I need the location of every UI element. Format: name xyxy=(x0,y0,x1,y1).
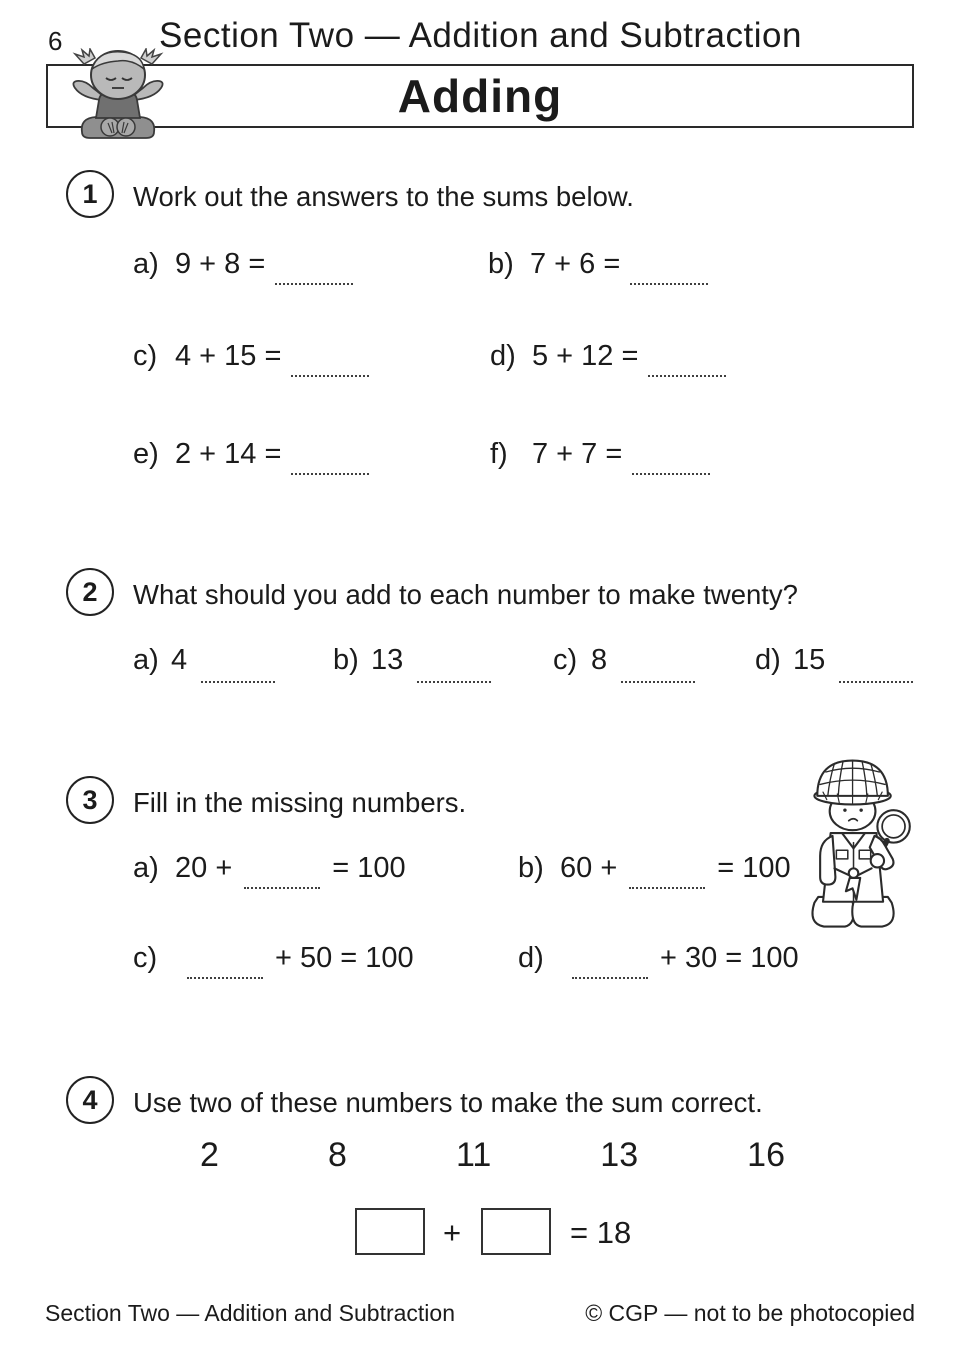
question-1-number: 1 xyxy=(82,178,98,209)
answer-blank[interactable] xyxy=(629,883,705,889)
sum-item-c xyxy=(133,340,369,373)
expression-before: 20 + xyxy=(175,852,233,884)
answer-blank[interactable] xyxy=(244,883,320,889)
expression-after: = 100 xyxy=(717,852,791,884)
number-options-row xyxy=(200,1136,785,1175)
question-4-number: 4 xyxy=(82,1084,98,1115)
page-number: 6 xyxy=(48,26,63,56)
answer-blank[interactable] xyxy=(632,469,710,475)
item-label: e) xyxy=(133,438,159,470)
item-label: b) xyxy=(333,644,359,676)
sum-expression: 7 + 7 = xyxy=(532,438,623,470)
question-1-prompt: Work out the answers to the sums below. xyxy=(133,181,634,212)
number-option: 8 xyxy=(327,1136,347,1174)
item-label: c) xyxy=(553,644,578,676)
item-label: d) xyxy=(518,942,544,974)
item-label: d) xyxy=(755,644,781,676)
sum-expression: 9 + 8 = xyxy=(175,248,266,280)
sum-item-d xyxy=(490,340,726,373)
question-4-badge xyxy=(66,1076,114,1124)
make20-item-b xyxy=(333,644,491,677)
topic-title: Adding xyxy=(397,70,563,122)
sum-item-f xyxy=(490,438,710,471)
question-3-number: 3 xyxy=(82,784,98,815)
number-option: 2 xyxy=(200,1136,219,1174)
answer-blank[interactable] xyxy=(630,279,708,285)
item-label: c) xyxy=(133,942,158,974)
expression-after: + 30 = 100 xyxy=(660,942,799,974)
question-1-badge xyxy=(66,170,114,218)
answer-blank[interactable] xyxy=(572,973,648,979)
answer-blank[interactable] xyxy=(291,469,369,475)
answer-blank[interactable] xyxy=(621,677,695,683)
question-3-badge xyxy=(66,776,114,824)
make20-item-d xyxy=(755,644,913,677)
footer-section-title: Section Two — Addition and Subtraction xyxy=(45,1300,456,1326)
answer-box-second[interactable] xyxy=(481,1208,551,1255)
given-number: 13 xyxy=(371,644,404,676)
sum-item-e xyxy=(133,438,369,471)
section-header-title: Section Two — Addition and Subtraction xyxy=(159,16,802,55)
sum-item-b xyxy=(488,248,708,281)
answer-blank[interactable] xyxy=(839,677,913,683)
number-option: 13 xyxy=(600,1136,639,1174)
answer-box-first[interactable] xyxy=(355,1208,425,1255)
fill-item-a xyxy=(133,852,406,885)
item-label: b) xyxy=(518,852,544,884)
fill-item-d xyxy=(518,942,799,975)
footer-copyright: © CGP — not to be photocopied xyxy=(585,1300,915,1326)
answer-blank[interactable] xyxy=(187,973,263,979)
item-label: a) xyxy=(133,644,159,676)
item-label: d) xyxy=(490,340,516,372)
question-2-badge xyxy=(66,568,114,616)
item-label: a) xyxy=(133,248,159,280)
number-option: 11 xyxy=(455,1136,492,1174)
plus-operator: + xyxy=(443,1215,462,1250)
expression-after: + 50 = 100 xyxy=(275,942,414,974)
answer-blank[interactable] xyxy=(417,677,491,683)
question-2-number: 2 xyxy=(82,576,98,607)
answer-blank[interactable] xyxy=(275,279,353,285)
make20-item-a xyxy=(133,644,275,677)
sum-expression: 2 + 14 = xyxy=(175,438,282,470)
answer-blank[interactable] xyxy=(291,371,369,377)
given-number: 4 xyxy=(171,644,188,676)
equation-result: = 18 xyxy=(570,1215,632,1250)
fill-item-c xyxy=(133,942,414,975)
topic-title-box xyxy=(46,64,914,128)
item-label: b) xyxy=(488,248,514,280)
sum-expression: 5 + 12 = xyxy=(532,340,639,372)
answer-blank[interactable] xyxy=(201,677,275,683)
expression-after: = 100 xyxy=(332,852,406,884)
expression-before: 60 + xyxy=(560,852,618,884)
question-4-prompt: Use two of these numbers to make the sum correct. xyxy=(133,1087,763,1118)
given-number: 8 xyxy=(591,644,608,676)
question-3-prompt: Fill in the missing numbers. xyxy=(133,787,467,818)
fill-item-b xyxy=(518,852,791,885)
question-2-prompt: What should you add to each number to make twenty? xyxy=(133,579,798,610)
answer-blank[interactable] xyxy=(648,371,726,377)
sum-expression: 7 + 6 = xyxy=(530,248,621,280)
item-label: f) xyxy=(490,438,508,470)
item-label: c) xyxy=(133,340,158,372)
item-label: a) xyxy=(133,852,159,884)
meditating-girl-icon xyxy=(62,48,174,140)
make20-item-c xyxy=(553,644,695,677)
sum-item-a xyxy=(133,248,353,281)
detective-icon xyxy=(793,752,915,938)
number-option: 16 xyxy=(747,1136,785,1174)
sum-expression: 4 + 15 = xyxy=(175,340,282,372)
given-number: 15 xyxy=(793,644,826,676)
